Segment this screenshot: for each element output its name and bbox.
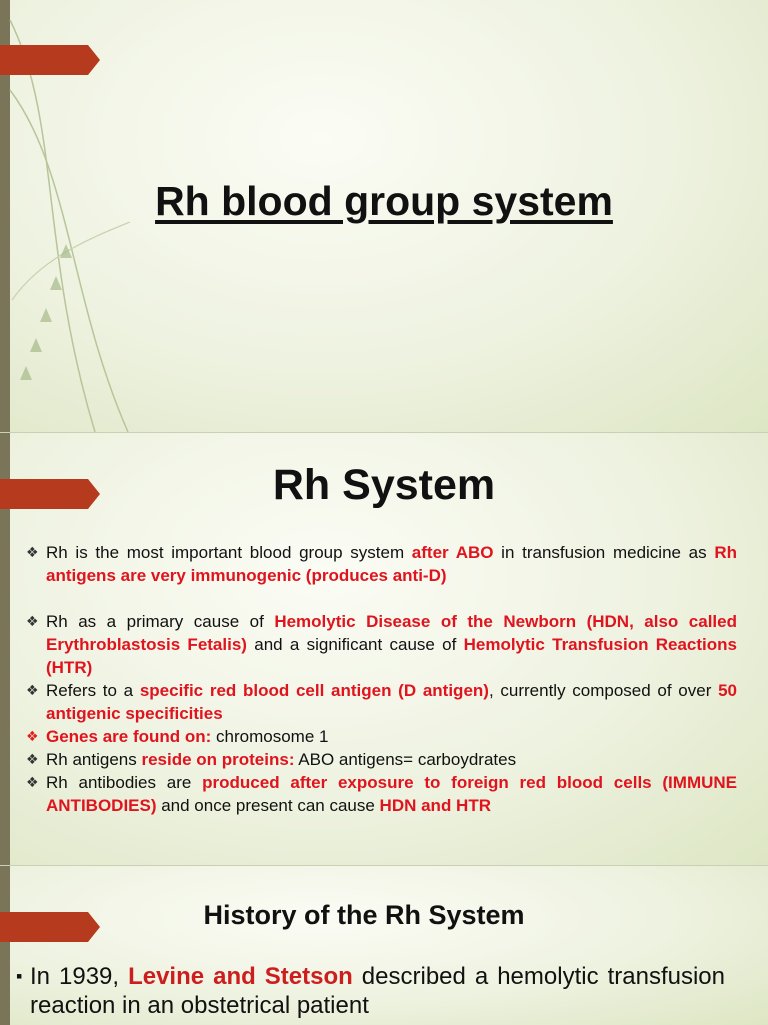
diamond-bullet-icon: ❖ [26,728,39,744]
diamond-bullet-icon: ❖ [26,682,39,698]
list-item: ❖ Rh antigens reside on proteins: ABO antigens= carboydrates [26,750,517,769]
diamond-bullet-icon: ❖ [26,774,39,790]
list-item: ❖ Genes are found on: chromosome 1 [26,727,329,746]
diamond-bullet-icon: ❖ [26,751,39,767]
title-tab-marker [0,45,100,75]
list-item: ❖ Rh as a primary cause of Hemolytic Disease of the Newborn (HDN, also called Erythroblastosis Fetalis) and a significant cause of Hemolytic Transfusion Reactions (HTR) [26,612,737,677]
left-stripe [0,866,10,1025]
list-item: ❖ Rh antibodies are produced after exposure to foreign red blood cells (IMMUNE ANTIBODIES) and once present can cause HDN and HTR [26,773,737,815]
slide-history [0,865,768,1025]
slide-heading: History of the Rh System [203,900,525,930]
slide-rh-system [0,432,768,865]
slide-title [0,0,768,432]
diamond-bullet-icon: ❖ [26,613,39,629]
square-bullet-icon: ▪ [16,966,23,986]
slide-title-text: Rh blood group system [155,178,613,224]
list-item: ❖ Rh is the most important blood group system after ABO in transfusion medicine as Rh antigens are very immunogenic (produces anti-D) [26,543,737,585]
diamond-bullet-icon: ❖ [26,544,39,560]
slide-heading: Rh System [272,461,496,509]
list-item: ❖ Refers to a specific red blood cell antigen (D antigen), currently composed of over 50 antigenic specificities [26,681,737,723]
history-paragraph: ▪ In 1939, Levine and Stetson described a hemolytic transfusion reaction in an obstetrical patient [16,963,725,1019]
bullet-list [24,541,737,817]
